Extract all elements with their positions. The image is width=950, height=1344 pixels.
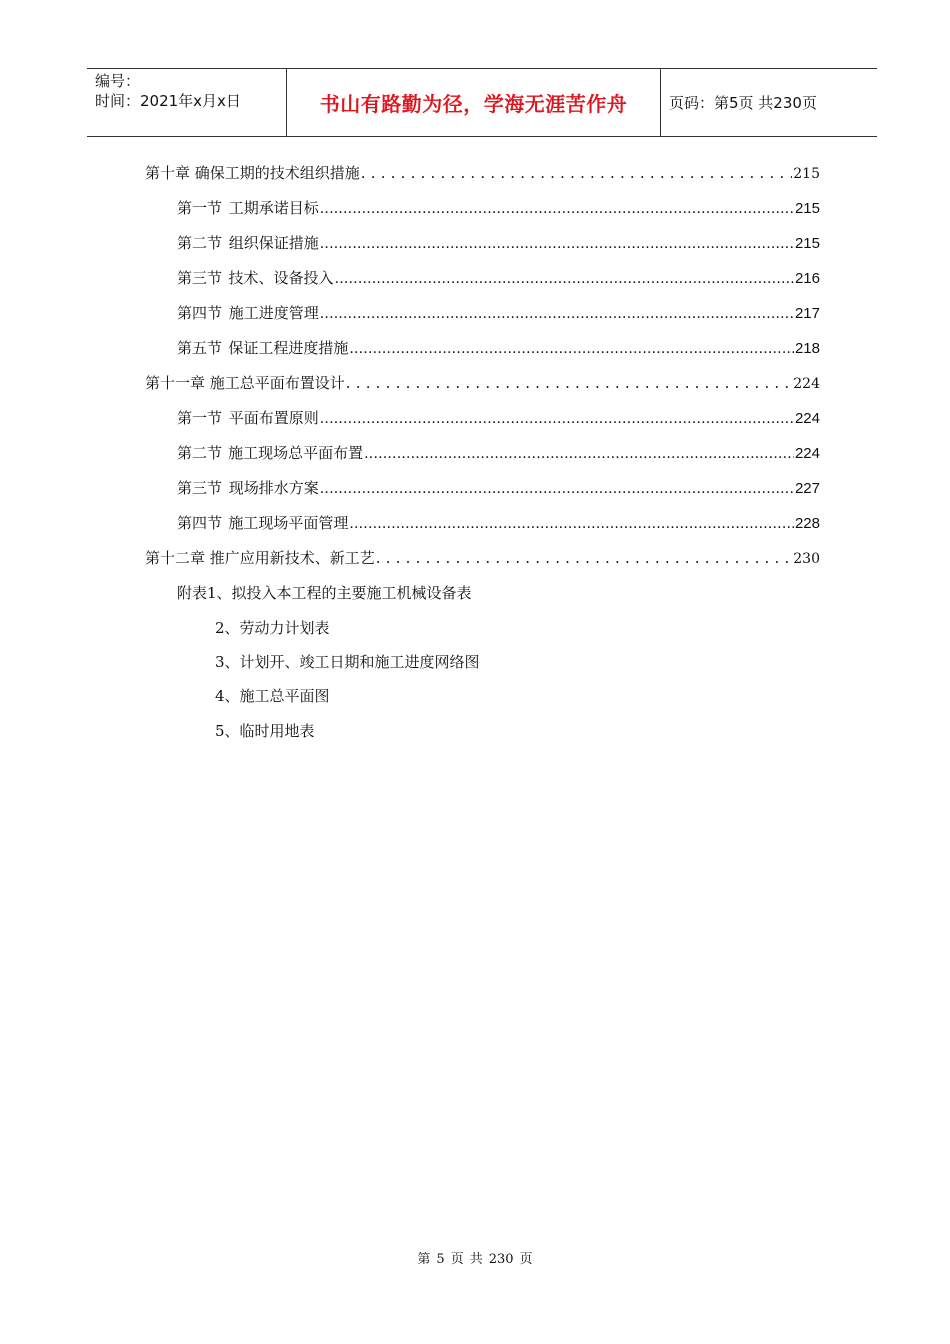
appendix-item-3: 3、计划开、竣工日期和施工进度网络图 bbox=[215, 653, 480, 671]
dot-leader bbox=[320, 236, 794, 252]
dot-leader bbox=[346, 374, 792, 392]
toc-page-number: 227 bbox=[794, 480, 820, 497]
dot-leader bbox=[320, 306, 794, 322]
dot-leader bbox=[320, 201, 794, 217]
header-meta bbox=[87, 69, 287, 136]
toc-section-number: 第四节 bbox=[177, 514, 223, 532]
time-label: 时间：2021年x月x日 bbox=[95, 92, 241, 110]
toc-page-number: 216 bbox=[794, 270, 820, 287]
toc-section-11-3[interactable] bbox=[177, 477, 820, 498]
toc-chapter-label: 第十一章 施工总平面布置设计 bbox=[145, 374, 345, 392]
toc-section-title: 平面布置原则 bbox=[228, 409, 319, 427]
page-header bbox=[87, 68, 877, 137]
toc-section-number: 第五节 bbox=[177, 339, 223, 357]
toc-page-number: 224 bbox=[794, 445, 820, 462]
toc-section-title: 施工现场平面管理 bbox=[228, 514, 349, 532]
appendix-item-1: 附表1、拟投入本工程的主要施工机械设备表 bbox=[177, 584, 472, 602]
footer-ye2: 页 bbox=[519, 1252, 533, 1267]
header-motto-cell bbox=[287, 69, 661, 136]
appendix-item-4: 4、施工总平面图 bbox=[215, 687, 330, 705]
footer-ye: 页 bbox=[450, 1252, 464, 1267]
toc-section-title: 施工进度管理 bbox=[228, 304, 319, 322]
page-footer bbox=[0, 1248, 950, 1267]
toc-section-11-2[interactable] bbox=[177, 442, 820, 463]
dot-leader bbox=[320, 481, 794, 497]
dot-leader bbox=[349, 516, 794, 532]
toc-section-title: 工期承诺目标 bbox=[228, 199, 319, 217]
dot-leader bbox=[376, 549, 792, 567]
toc-section-10-2[interactable] bbox=[177, 232, 820, 253]
footer-di: 第 bbox=[417, 1252, 431, 1267]
appendix-item-5: 5、临时用地表 bbox=[215, 722, 315, 740]
toc-section-title: 施工现场总平面布置 bbox=[228, 444, 364, 462]
toc-section-title: 组织保证措施 bbox=[228, 234, 319, 252]
toc-page-number: 215 bbox=[794, 235, 820, 252]
toc-page-number: 218 bbox=[794, 340, 820, 357]
dot-leader bbox=[335, 271, 794, 287]
toc-page-number: 230 bbox=[793, 551, 820, 567]
toc-page-number: 215 bbox=[794, 200, 820, 217]
dot-leader bbox=[320, 411, 794, 427]
toc-chapter-10[interactable] bbox=[145, 162, 820, 183]
toc-chapter-11[interactable] bbox=[145, 372, 820, 393]
toc-chapter-label: 第十章 确保工期的技术组织措施 bbox=[145, 164, 360, 182]
toc-section-number: 第一节 bbox=[177, 409, 223, 427]
toc-section-number: 第三节 bbox=[177, 479, 223, 497]
motto-text: 书山有路勤为径，学海无涯苦作舟 bbox=[319, 92, 628, 116]
toc-page-number: 224 bbox=[793, 376, 820, 392]
toc-chapter-12[interactable] bbox=[145, 547, 820, 568]
footer-page-number: 5 bbox=[436, 1252, 445, 1267]
toc-section-10-4[interactable] bbox=[177, 302, 820, 323]
toc-section-10-3[interactable] bbox=[177, 267, 820, 288]
appendix-item-2: 2、劳动力计划表 bbox=[215, 619, 330, 637]
toc-section-title: 现场排水方案 bbox=[228, 479, 319, 497]
toc-page-number: 224 bbox=[794, 410, 820, 427]
dot-leader bbox=[364, 446, 794, 462]
toc-section-11-4[interactable] bbox=[177, 512, 820, 533]
toc-section-10-5[interactable] bbox=[177, 337, 820, 358]
toc-chapter-label: 第十二章 推广应用新技术、新工艺 bbox=[145, 549, 375, 567]
toc-section-title: 技术、设备投入 bbox=[228, 269, 334, 287]
toc-page-number: 228 bbox=[794, 515, 820, 532]
toc-section-number: 第四节 bbox=[177, 304, 223, 322]
toc-section-number: 第三节 bbox=[177, 269, 223, 287]
toc-section-number: 第一节 bbox=[177, 199, 223, 217]
toc-section-title: 保证工程进度措施 bbox=[228, 339, 349, 357]
serial-label: 编号： bbox=[95, 72, 141, 90]
toc-section-11-1[interactable] bbox=[177, 407, 820, 428]
header-page-info: 页码：第5页 共230页 bbox=[669, 94, 817, 112]
footer-gong: 共 bbox=[469, 1252, 483, 1267]
dot-leader bbox=[349, 341, 794, 357]
toc-page-number: 217 bbox=[794, 305, 820, 322]
footer-total-pages: 230 bbox=[488, 1252, 514, 1267]
toc-section-10-1[interactable] bbox=[177, 197, 820, 218]
toc-page-number: 215 bbox=[793, 166, 820, 182]
toc-section-number: 第二节 bbox=[177, 444, 223, 462]
header-page-cell bbox=[661, 69, 877, 136]
toc-section-number: 第二节 bbox=[177, 234, 223, 252]
dot-leader bbox=[361, 164, 792, 182]
